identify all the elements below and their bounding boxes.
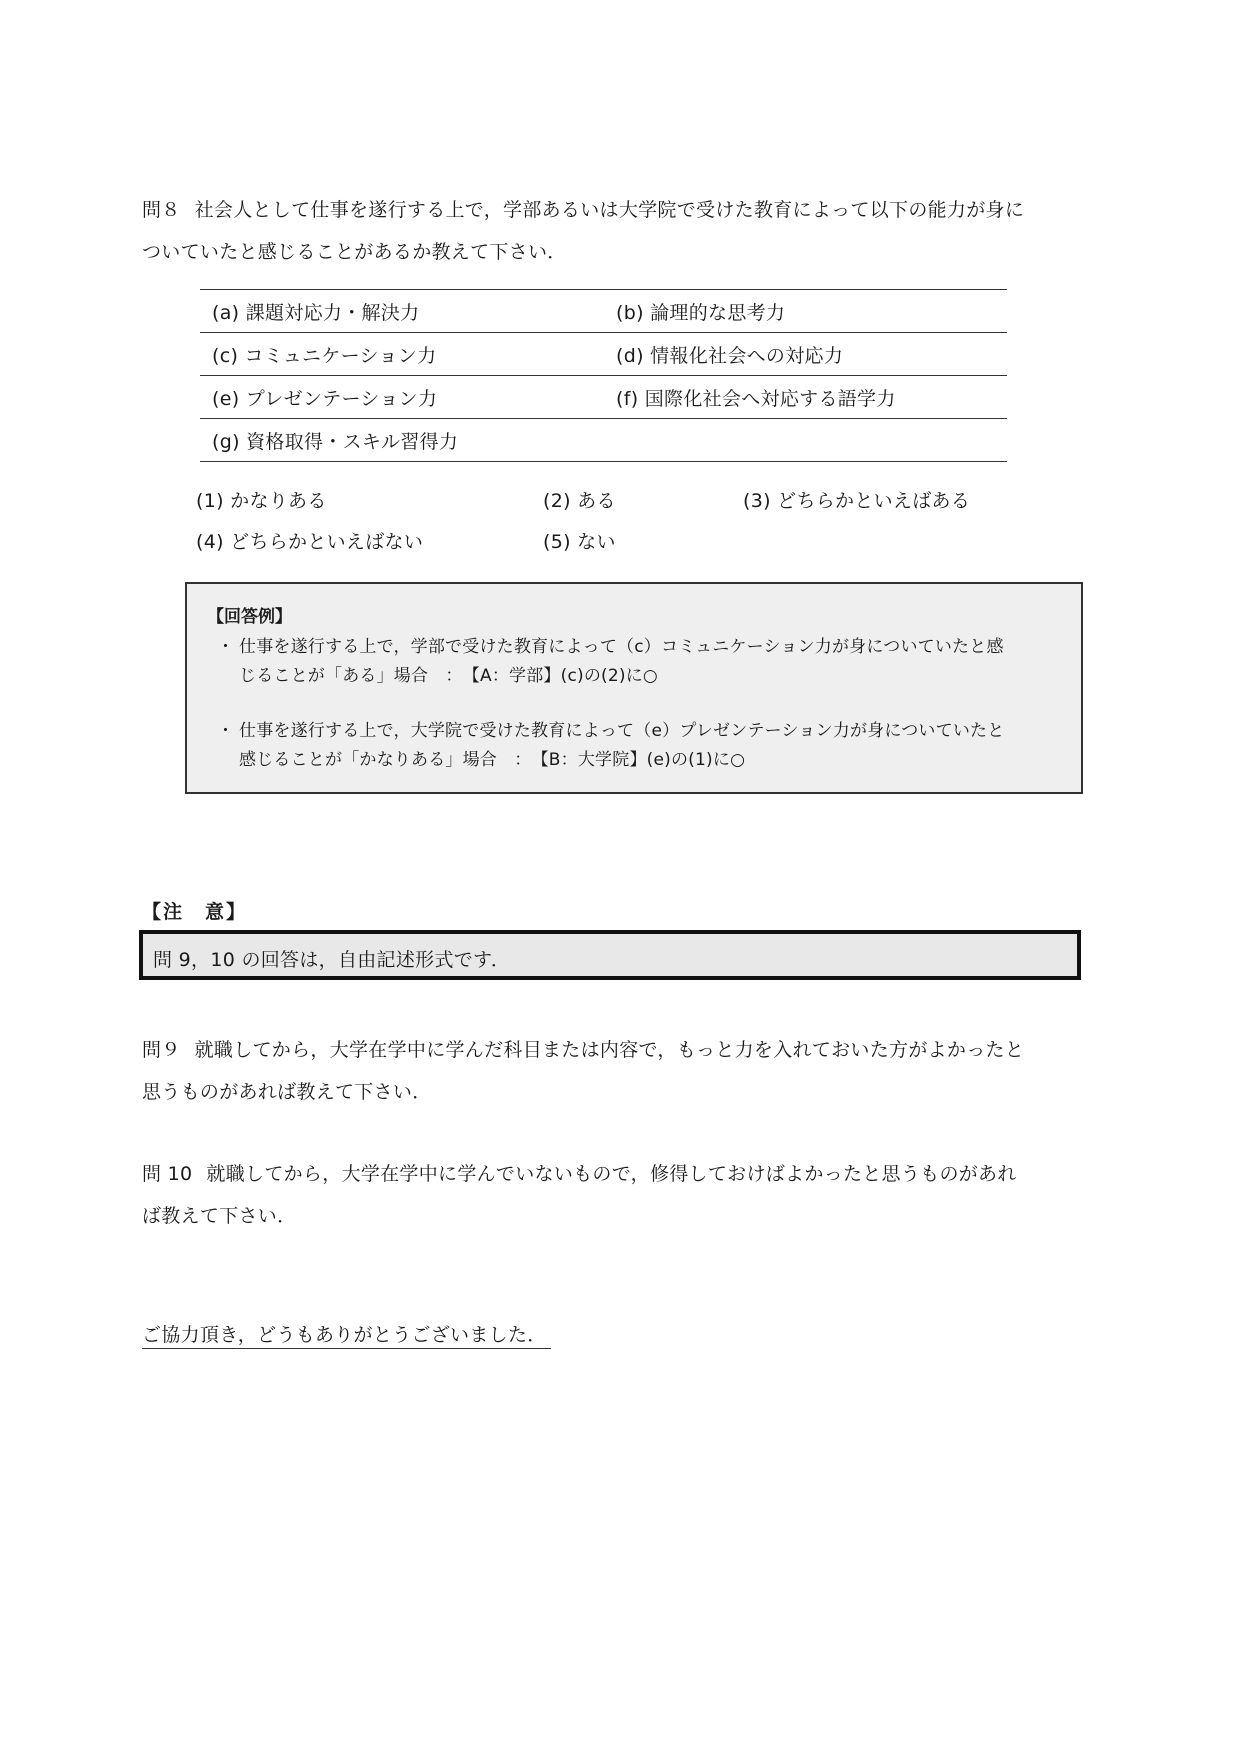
ability-table	[200, 289, 1007, 462]
table-row	[200, 419, 1007, 462]
scale-option-2: (2) ある	[543, 490, 616, 512]
bullet-icon: ・	[217, 637, 235, 657]
question-8	[142, 189, 1102, 273]
table-row	[200, 333, 1007, 376]
question-9-number: 問９	[142, 1039, 181, 1061]
note-text: 問 9，10 の回答は，自由記述形式です．	[153, 949, 511, 971]
bullet-icon: ・	[217, 721, 235, 741]
question-9-text-2: 思うものがあれば教えて下さい．	[142, 1081, 432, 1103]
answer-example-item-line-1: 仕事を遂行する上で，大学院で受けた教育によって（e）プレゼンテーション力が身についていたと	[239, 721, 1005, 741]
note-heading: 【注 意】	[142, 901, 248, 923]
ability-f: (f) 国際化社会へ対応する語学力	[604, 376, 1007, 419]
answer-example-item-line-1: 仕事を遂行する上で，学部で受けた教育によって（c）コミュニケーション力が身についていたと感	[239, 637, 1004, 657]
ability-c: (c) コミュニケーション力	[200, 333, 604, 376]
ability-e: (e) プレゼンテーション力	[200, 376, 604, 419]
question-9-line-1	[142, 1029, 1102, 1071]
table-row	[200, 376, 1007, 419]
closing-message: ご協力頂き，どうもありがとうございました．	[142, 1320, 551, 1349]
ability-g: (g) 資格取得・スキル習得力	[200, 419, 604, 462]
scale-option-5: (5) ない	[543, 531, 616, 553]
answer-example-title: 【回答例】	[207, 607, 292, 627]
ability-d: (d) 情報化社会への対応力	[604, 333, 1007, 376]
question-8-text-1: 社会人として仕事を遂行する上で，学部あるいは大学院で受けた教育によって以下の能力が身に	[194, 199, 1025, 221]
question-8-number: 問８	[142, 199, 181, 221]
question-10	[142, 1153, 1102, 1237]
ability-b: (b) 論理的な思考力	[604, 290, 1007, 333]
question-10-text-1: 就職してから，大学在学中に学んでいないもので，修得しておけばよかったと思うものがあれ	[206, 1163, 1017, 1185]
question-8-text-2: ついていたと感じることがあるか教えて下さい．	[142, 241, 567, 263]
note-box	[139, 930, 1081, 980]
question-9	[142, 1029, 1102, 1113]
scale-option-4: (4) どちらかといえばない	[196, 531, 424, 553]
scale-option-1: (1) かなりある	[196, 490, 327, 512]
answer-example-item-line-2: 感じることが「かなりある」場合 ： 【B：大学院】(e)の(1)に○	[239, 750, 746, 770]
answer-example-item-line-2: じることが「ある」場合 ： 【A：学部】(c)の(2)に○	[239, 666, 658, 686]
table-row	[200, 290, 1007, 333]
question-10-text-2: ば教えて下さい．	[142, 1205, 297, 1227]
question-10-number: 問 10	[142, 1163, 193, 1185]
ability-a: (a) 課題対応力・解決力	[200, 290, 604, 333]
answer-example-box	[185, 582, 1083, 794]
question-8-line-1	[142, 189, 1102, 231]
question-10-line-1	[142, 1153, 1102, 1195]
question-9-text-1: 就職してから，大学在学中に学んだ科目または内容で，もっと力を入れておいた方がよかったと	[194, 1039, 1025, 1061]
scale-option-3: (3) どちらかといえばある	[743, 490, 971, 512]
ability-empty-cell	[604, 419, 1007, 462]
